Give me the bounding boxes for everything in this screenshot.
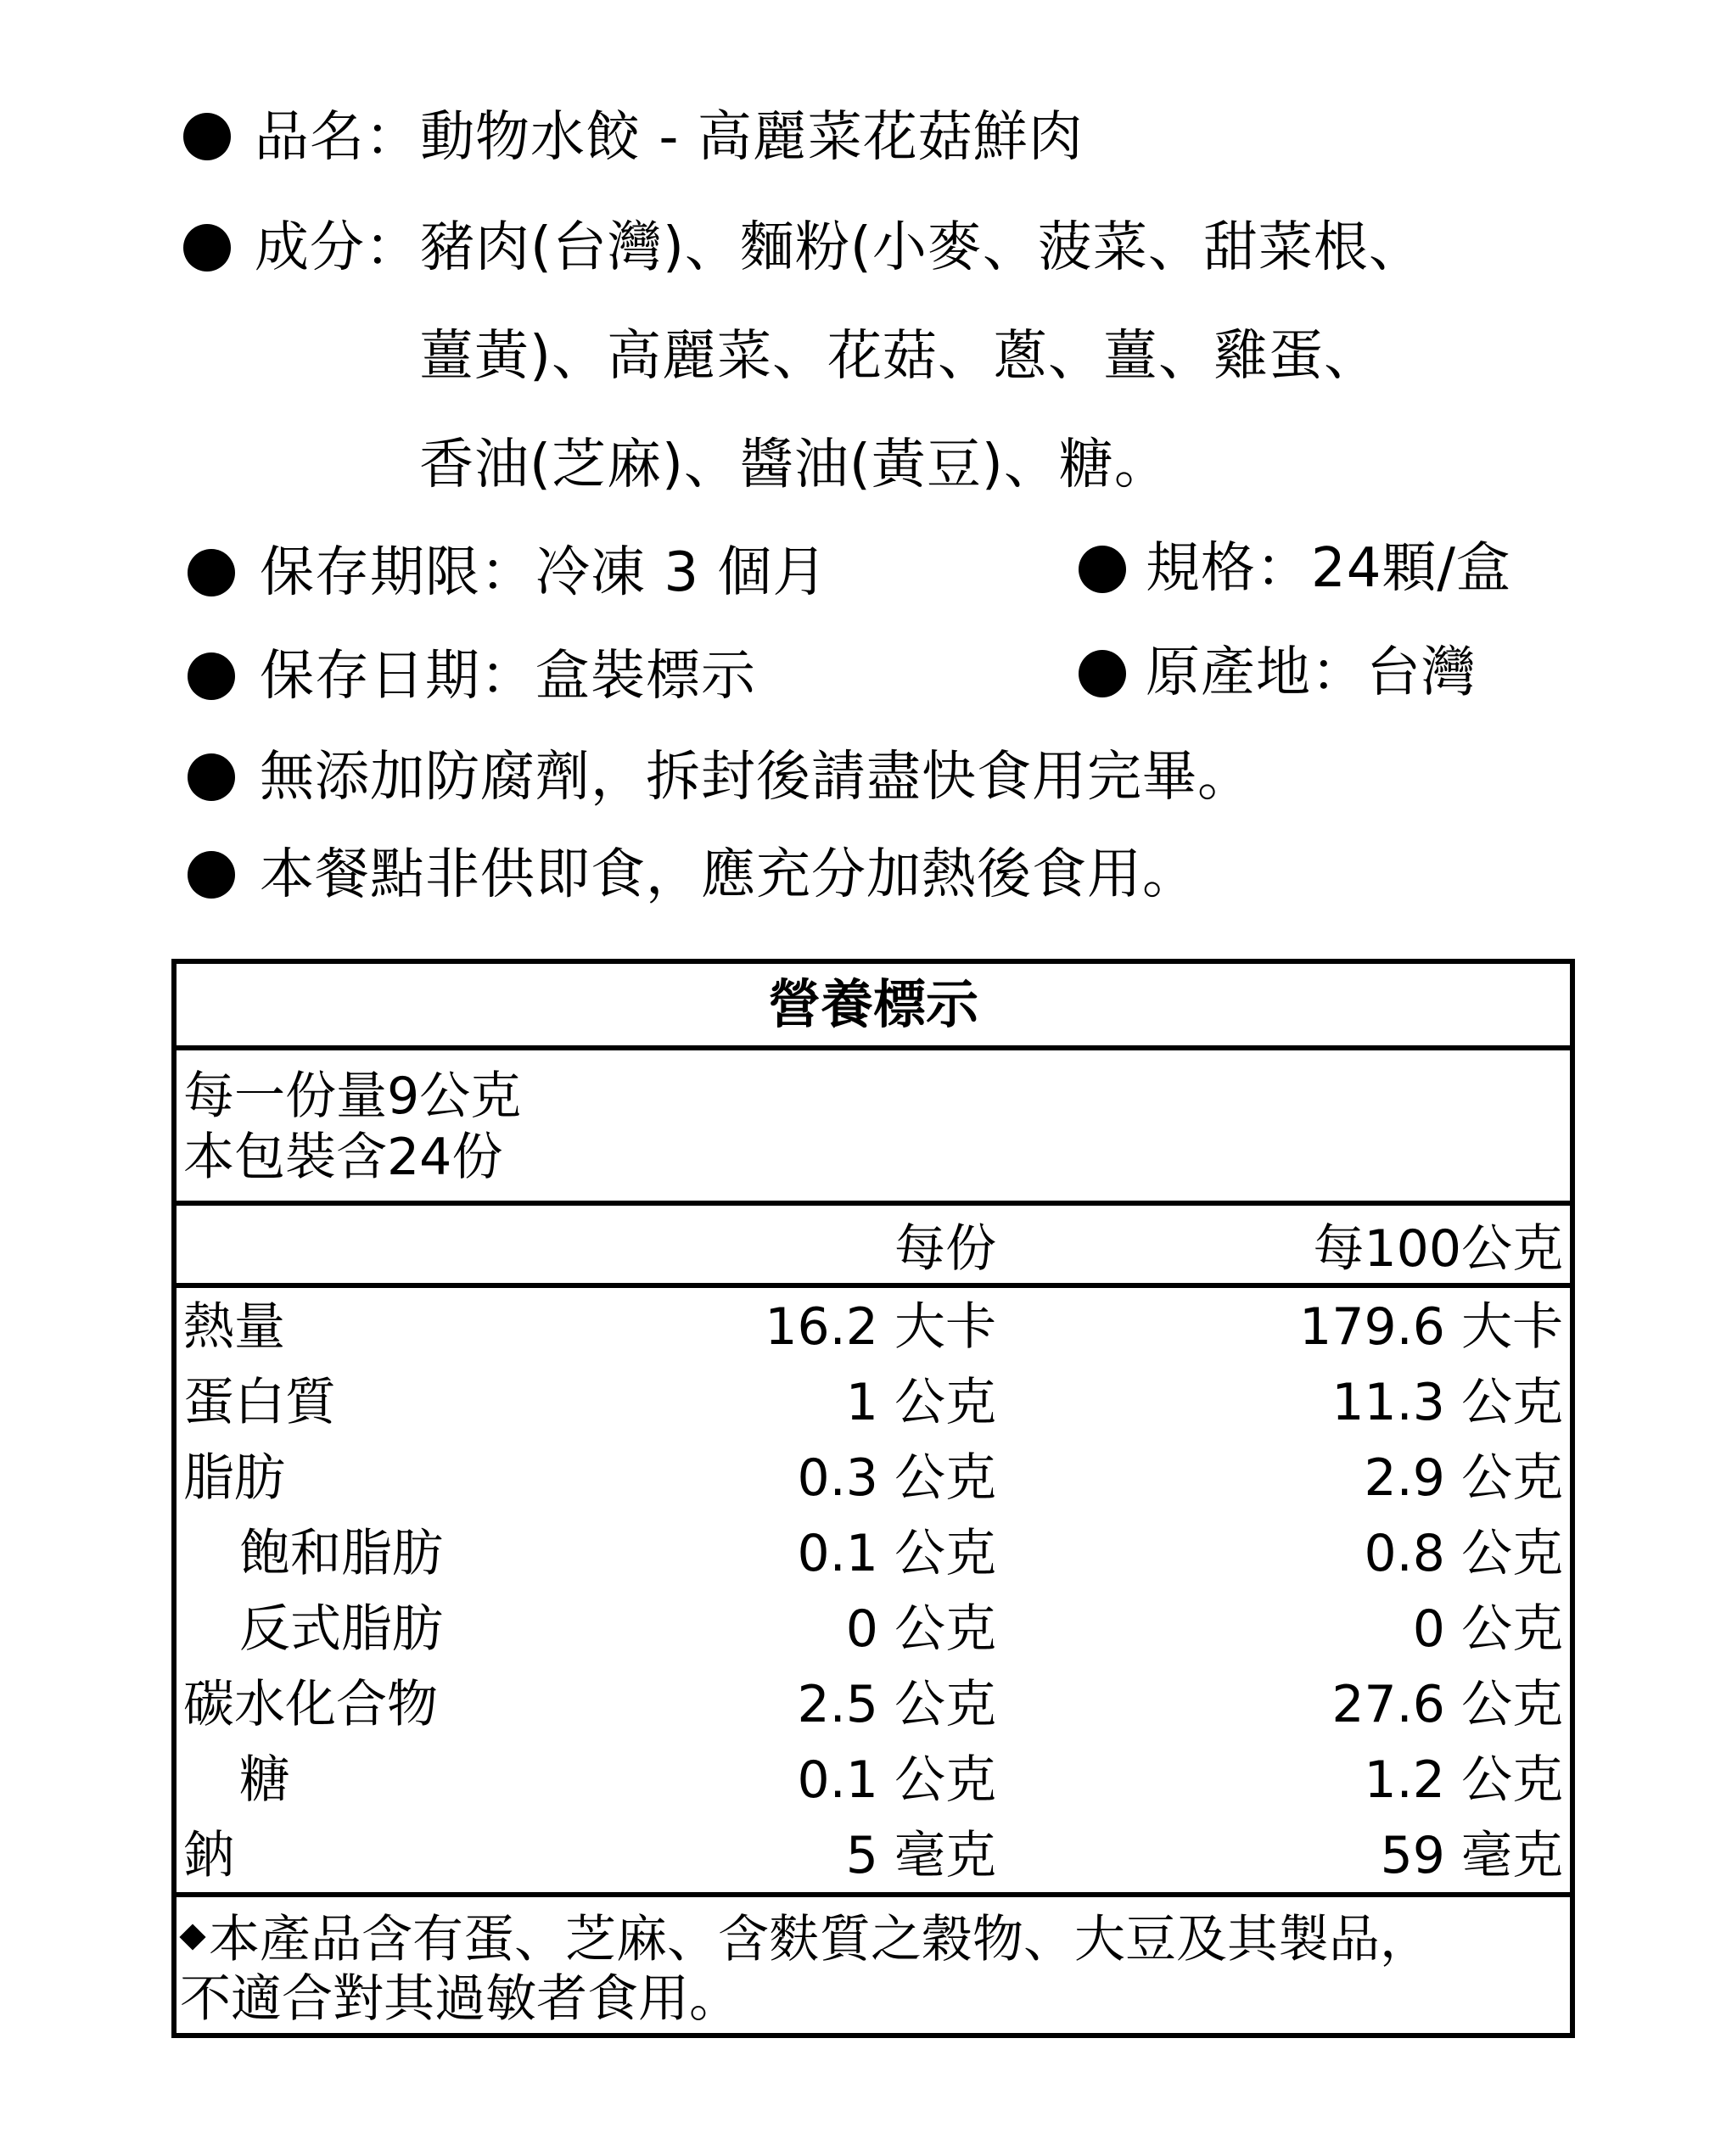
nutrition-title: 營養標示 <box>767 973 978 1035</box>
nutrient-name: 碳水化合物 <box>183 1675 438 1734</box>
allergen-text-1: 本產品含有蛋、芝麻、含麩質之穀物、大豆及其製品， <box>209 1910 1431 1969</box>
ingredients-line-2: 薑黃)、高麗菜、花菇、蔥、薑、雞蛋、 <box>419 325 1379 388</box>
ingredients-line-3: 香油(芝麻)、醬油(黃豆)、糖。 <box>419 434 1169 496</box>
nutrient-name: 反式脂肪 <box>239 1599 443 1659</box>
nutrient-row-sugar <box>177 1743 1570 1818</box>
ingredients-line-1: 豬肉(台灣)、麵粉(小麥、菠菜、甜菜根、 <box>420 216 1424 279</box>
column-header-per-100g: 每100公克 <box>1313 1219 1563 1279</box>
nutrient-name: 飽和脂肪 <box>239 1524 443 1583</box>
nutrient-name: 熱量 <box>183 1297 285 1357</box>
nutrient-name: 鈉 <box>183 1826 234 1885</box>
nutrient-per-serving: 5 毫克 <box>845 1826 996 1885</box>
heating-notice-text: 本餐點非供即食，應充分加熱後食用。 <box>260 843 1197 906</box>
bullet-icon <box>1079 546 1126 593</box>
nutrient-per-100g: 1.2 公克 <box>1364 1750 1563 1810</box>
bullet-icon <box>183 224 231 272</box>
nutrient-row-protein <box>177 1365 1570 1441</box>
nutrient-row-calories <box>177 1290 1570 1365</box>
serving-size: 每一份量9公克 <box>183 1067 522 1126</box>
divider <box>177 1892 1570 1897</box>
nutrient-row-fat <box>177 1441 1570 1516</box>
bullet-icon <box>1079 650 1126 697</box>
nutrient-per-100g: 2.9 公克 <box>1364 1448 1563 1508</box>
nutrient-per-100g: 179.6 大卡 <box>1299 1297 1563 1357</box>
nutrient-per-100g: 0 公克 <box>1412 1599 1563 1659</box>
nutrient-name: 蛋白質 <box>183 1373 336 1432</box>
nutrient-name: 糖 <box>239 1750 290 1810</box>
bullet-icon <box>188 549 235 596</box>
storage-date-value: 盒裝標示 <box>535 645 756 708</box>
origin-label: 原產地： <box>1146 641 1366 704</box>
storage-date-label: 保存日期： <box>260 645 535 708</box>
ingredients-label: 成分： <box>255 216 420 279</box>
allergen-line-2: 不適合對其過敏者食用。 <box>180 1969 740 2029</box>
allergen-line-1 <box>178 1906 1431 1974</box>
servings-per-pack: 本包裝含24份 <box>183 1128 503 1187</box>
shelf-life-value: 冷凍 3 個月 <box>535 541 828 604</box>
nutrient-row-sodium <box>177 1818 1570 1894</box>
bullet-icon <box>183 113 231 160</box>
nutrient-per-100g: 27.6 公克 <box>1331 1675 1563 1734</box>
origin-value: 台灣 <box>1366 641 1477 704</box>
product-name-label: 品名： <box>255 106 420 169</box>
nutrient-per-100g: 11.3 公克 <box>1331 1373 1563 1432</box>
nutrient-per-serving: 1 公克 <box>845 1373 996 1432</box>
nutrient-row-saturated-fat <box>177 1516 1570 1592</box>
divider <box>177 1201 1570 1206</box>
nutrient-per-serving: 0 公克 <box>845 1599 996 1659</box>
diamond-icon <box>179 1924 205 1951</box>
bullet-icon <box>188 851 235 899</box>
nutrient-per-serving: 0.1 公克 <box>797 1750 996 1810</box>
bullet-icon <box>188 652 235 700</box>
preservative-notice-text: 無添加防腐劑，拆封後請盡快食用完畢。 <box>260 746 1253 809</box>
nutrient-row-trans-fat <box>177 1592 1570 1667</box>
product-name-value: 動物水餃 - 高麗菜花菇鮮肉 <box>420 106 1084 169</box>
bullet-icon <box>188 753 235 801</box>
nutrient-per-serving: 2.5 公克 <box>797 1675 996 1734</box>
divider <box>177 1045 1570 1050</box>
nutrient-per-serving: 16.2 大卡 <box>765 1297 996 1357</box>
nutrient-row-carbohydrate <box>177 1667 1570 1743</box>
shelf-life-label: 保存期限： <box>260 541 535 604</box>
divider <box>177 1283 1570 1288</box>
nutrient-per-serving: 0.3 公克 <box>797 1448 996 1508</box>
nutrient-per-100g: 59 毫克 <box>1380 1826 1563 1885</box>
spec-value: 24顆/盒 <box>1311 537 1511 600</box>
nutrient-per-serving: 0.1 公克 <box>797 1524 996 1583</box>
nutrition-table <box>171 959 1575 2038</box>
nutrient-per-100g: 0.8 公克 <box>1364 1524 1563 1583</box>
column-header-per-serving: 每份 <box>894 1219 996 1279</box>
nutrient-name: 脂肪 <box>183 1448 285 1508</box>
spec-label: 規格： <box>1146 537 1311 600</box>
